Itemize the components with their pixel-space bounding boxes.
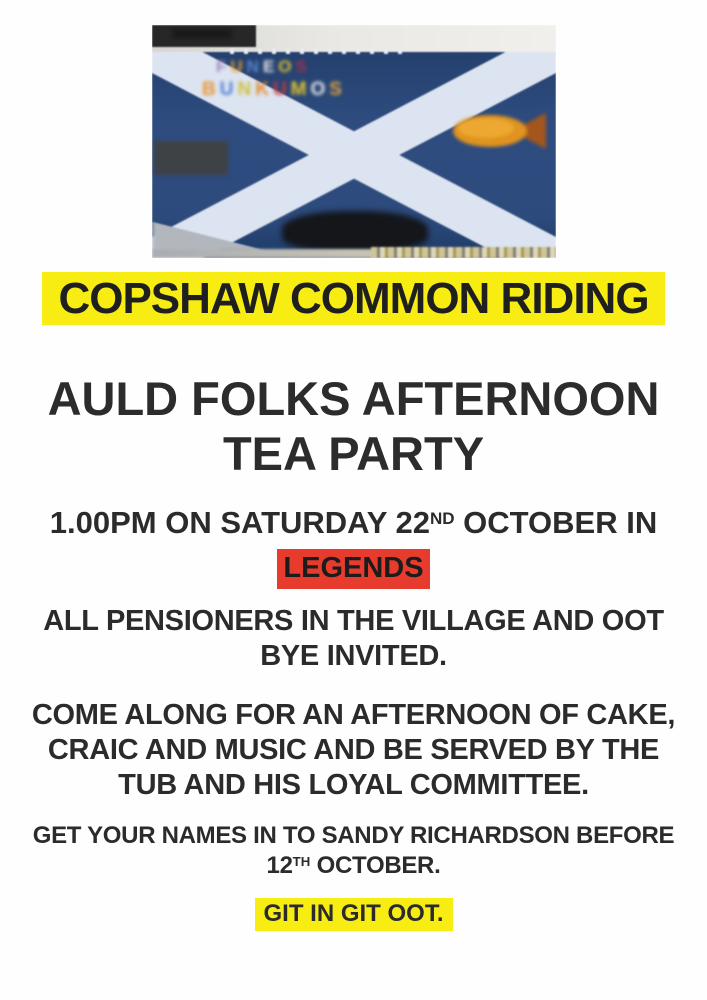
main-title-text: COPSHAW COMMON RIDING: [58, 273, 649, 323]
flag-photo-content: [152, 25, 556, 258]
details-line2: CRAIC AND MUSIC AND BE SERVED BY THE: [47, 734, 660, 766]
main-title-banner: [42, 272, 665, 325]
date-ordinal: ND: [429, 509, 455, 529]
event-heading-line1: AULD FOLKS AFTERNOON: [47, 372, 660, 425]
date-text-pre: 1.00PM ON SATURDAY 22: [49, 505, 430, 540]
footer-slogan-highlight: GIT IN GIT OOT.: [255, 898, 453, 931]
flag-letters-row1: FUNEOS: [216, 57, 311, 76]
venue-highlight: LEGENDS: [277, 549, 429, 589]
rsvp-paragraph: [0, 821, 707, 884]
footer-slogan: [0, 898, 707, 931]
event-heading: [0, 371, 707, 481]
date-text-post: OCTOBER IN: [454, 505, 658, 540]
details-line1: COME ALONG FOR AN AFTERNOON OF CAKE,: [31, 699, 676, 731]
goldfish-icon: [452, 109, 548, 153]
rsvp-line1: GET YOUR NAMES IN TO SANDY RICHARDSON BEFORE: [32, 822, 675, 849]
invitation-paragraph: [0, 604, 707, 674]
invitation-line2: BYE INVITED.: [260, 640, 447, 672]
flag-letters-row2: BUNKUMOS: [202, 79, 346, 100]
invitation-line1: ALL PENSIONERS IN THE VILLAGE AND OOT: [43, 605, 664, 637]
photo-dark-blob: [282, 211, 428, 251]
rsvp-date-number: 12: [266, 852, 293, 879]
rsvp-date-month: OCTOBER.: [310, 852, 441, 879]
flag-photo: [152, 25, 556, 258]
date-line: [0, 504, 707, 546]
photo-dark-rectangle: [154, 141, 228, 175]
rsvp-ordinal: TH: [292, 854, 311, 870]
photo-dark-bar-shadow: [172, 29, 232, 39]
rsvp-line2: [0, 851, 707, 884]
photo-bottom-strip-left: [152, 249, 382, 258]
banner-clips: [230, 49, 405, 54]
photo-bottom-strip-right: [371, 247, 556, 258]
event-heading-line2: TEA PARTY: [222, 427, 485, 480]
details-line3: TUB AND HIS LOYAL COMMITTEE.: [118, 769, 589, 801]
date-venue-block: [0, 504, 707, 589]
venue-line: [0, 546, 707, 589]
details-paragraph: [0, 698, 707, 803]
